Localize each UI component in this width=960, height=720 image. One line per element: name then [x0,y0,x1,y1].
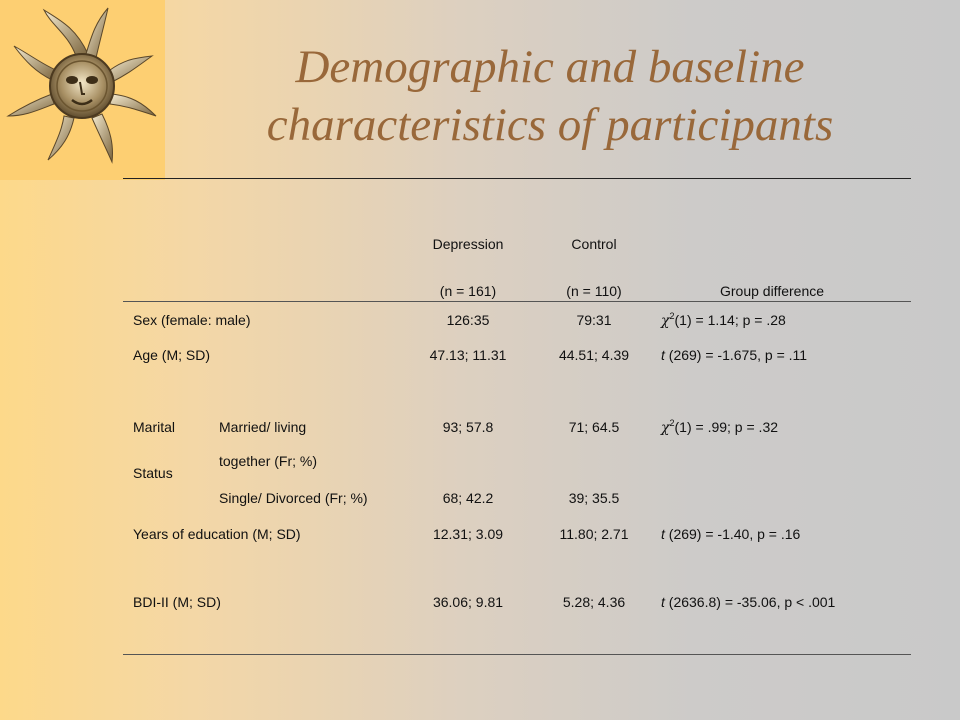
single-control: 39; 35.5 [568,490,620,506]
chi-superscript: 2 [669,311,675,321]
education-depression: 12.31; 3.09 [432,526,504,542]
marital-stat [661,419,778,436]
sex-depression: 126:35 [446,312,490,328]
header-control-n: (n = 110) [566,283,622,299]
education-stat [661,526,800,542]
single-depression: 68; 42.2 [442,490,494,506]
marital-label: Marital [133,419,176,435]
table-top-rule [123,178,911,179]
chi-symbol: χ [661,313,670,329]
married-label-line-1: Married/ living [219,419,307,435]
marital-stat-text: (1) = .99; p = .32 [674,419,779,435]
chi-superscript: 2 [669,418,675,428]
married-label-line-2: together (Fr; %) [219,453,318,469]
age-label: Age (M; SD) [133,347,211,363]
single-label: Single/ Divorced (Fr; %) [219,490,368,506]
header-depression: Depression [432,236,504,252]
bdi-stat-text: (2636.8) = -35.06, p < .001 [664,594,836,610]
t-symbol: t [661,594,665,610]
education-label: Years of education (M; SD) [133,526,301,542]
title-line-1: Demographic and baseline [295,41,805,93]
chi-symbol: χ [661,420,670,436]
t-symbol: t [661,347,665,363]
education-control: 11.80; 2.71 [559,526,629,542]
title-line-2: characteristics of participants [266,99,834,151]
education-stat-text: (269) = -1.40, p = .16 [664,526,801,542]
bdi-stat [661,594,835,610]
married-control: 71; 64.5 [568,419,620,435]
age-stat-text: (269) = -1.675, p = .11 [664,347,808,363]
sex-stat-text: (1) = 1.14; p = .28 [674,312,786,328]
header-rule [123,301,911,302]
bdi-label: BDI-II (M; SD) [133,594,221,610]
bdi-control: 5.28; 4.36 [562,594,626,610]
sex-control: 79:31 [576,312,612,328]
sex-stat [661,312,786,329]
age-stat [661,347,807,363]
slide-title [200,38,900,154]
sun-face-icon [0,0,165,180]
married-depression: 93; 57.8 [442,419,494,435]
header-control: Control [571,236,617,252]
status-label: Status [133,465,173,481]
age-control: 44.51; 4.39 [558,347,630,363]
t-symbol: t [661,526,665,542]
sex-label: Sex (female: male) [133,312,251,328]
bdi-depression: 36.06; 9.81 [432,594,504,610]
header-group-difference: Group difference [719,283,825,299]
age-depression: 47.13; 11.31 [429,347,507,363]
table-bottom-rule [123,654,911,655]
header-depression-n: (n = 161) [439,283,497,299]
